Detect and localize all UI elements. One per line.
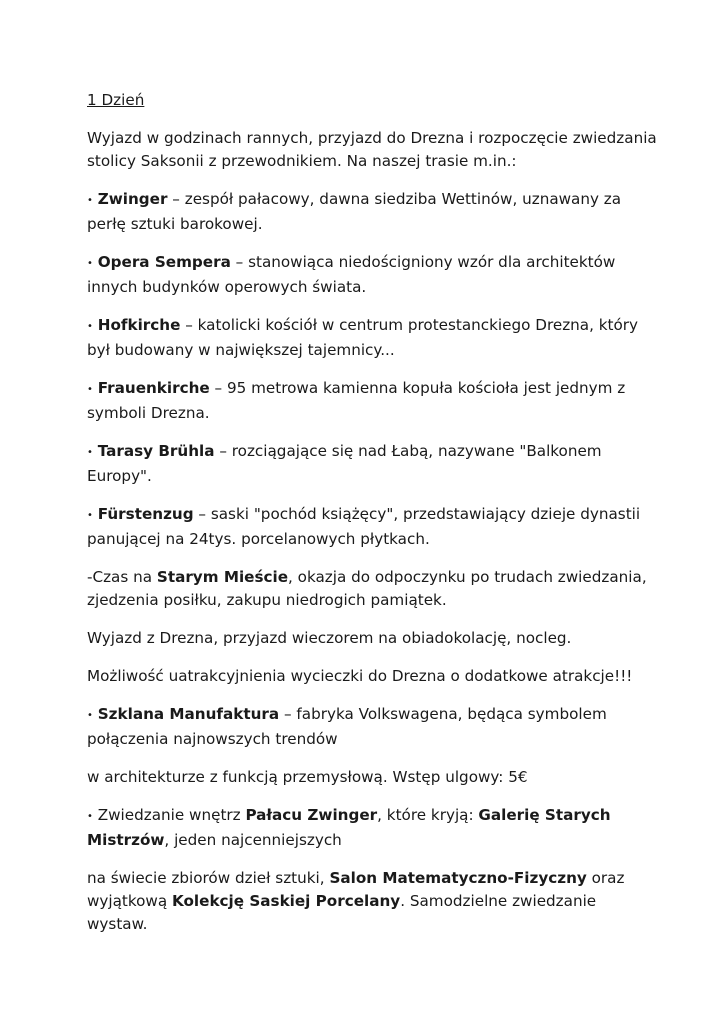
glass-factory-desc: – fabryka Volkswagena, będąca symbolem [279, 705, 607, 723]
attraction-desc: – stanowiąca niedościgniony wzór dla architektów [230, 253, 616, 271]
attraction-item [87, 440, 657, 488]
bullet-icon: • [87, 510, 93, 521]
attraction-desc-cont: symboli Drezna. [87, 404, 210, 422]
old-town-name: Starym Mieście [156, 568, 288, 586]
attraction-name: Zwinger [97, 190, 168, 208]
attraction-desc-cont: panującej na 24tys. porcelanowych płytkach. [87, 530, 430, 548]
bullet-icon: • [87, 195, 93, 206]
zwinger-palace-continuation [87, 867, 657, 936]
line-4-start: wyjątkową [87, 892, 172, 910]
line-3-start: na świecie zbiorów dzieł sztuki, [87, 869, 330, 887]
old-town-line-2: zjedzenia posiłku, zakupu niedrogich pamiątek. [87, 591, 447, 609]
palace-name: Pałacu Zwinger [245, 806, 378, 824]
intro-paragraph [87, 127, 657, 173]
glass-factory-item [87, 703, 657, 751]
intro-line-1: Wyjazd w godzinach rannych, przyjazd do Drezna i rozpoczęcie zwiedzania [87, 129, 657, 147]
day-heading: 1 Dzień [87, 91, 145, 109]
bullet-icon: • [87, 447, 93, 458]
palace-mid: , które kryją: [377, 806, 479, 824]
glass-factory-desc-cont: połączenia najnowszych trendów [87, 730, 338, 748]
attraction-name: Opera Sempera [97, 253, 231, 271]
glass-factory-continuation: w architekturze z funkcją przemysłową. Wstęp ulgowy: 5€ [87, 768, 528, 786]
attraction-desc: – saski "pochód książęcy", przedstawiający dzieje dynastii [193, 505, 641, 523]
attraction-name: Frauenkirche [97, 379, 210, 397]
attraction-name: Fürstenzug [97, 505, 194, 523]
glass-factory-name: Szklana Manufaktura [97, 705, 280, 723]
salon-name: Salon Matematyczno-Fizyczny [329, 869, 587, 887]
attraction-desc-cont: był budowany w największej tajemnicy... [87, 341, 395, 359]
departure-paragraph: Wyjazd z Drezna, przyjazd wieczorem na obiadokolację, nocleg. [87, 629, 572, 647]
bullet-icon: • [87, 811, 93, 822]
attraction-desc-cont: perłę sztuki barokowej. [87, 215, 263, 233]
attraction-item [87, 503, 657, 551]
attraction-item [87, 314, 657, 362]
gallery-name-b: Mistrzów [87, 831, 165, 849]
bullet-icon: • [87, 258, 93, 269]
document-body [87, 89, 657, 951]
attraction-desc-cont: innych budynków operowych świata. [87, 278, 367, 296]
zwinger-palace-item [87, 804, 657, 852]
attraction-item [87, 377, 657, 425]
gallery-name-a: Galerię Starych [478, 806, 611, 824]
palace-prefix: Zwiedzanie wnętrz [92, 806, 246, 824]
attraction-desc-cont: Europy". [87, 467, 152, 485]
line-3-end: oraz [586, 869, 625, 887]
attraction-desc: – 95 metrowa kamienna kopuła kościoła jest jednym z [209, 379, 626, 397]
bullet-icon: • [87, 710, 93, 721]
old-town-rest: , okazja do odpoczynku po trudach zwiedzania, [288, 568, 647, 586]
line-4-end: . Samodzielne zwiedzanie [400, 892, 597, 910]
attraction-item [87, 188, 657, 236]
intro-line-2: stolicy Saksonii z przewodnikiem. Na naszej trasie m.in.: [87, 152, 517, 170]
line-5: wystaw. [87, 915, 148, 933]
extras-intro-paragraph: Możliwość uatrakcyjnienia wycieczki do Drezna o dodatkowe atrakcje!!! [87, 667, 633, 685]
attraction-desc: – katolicki kościół w centrum protestanckiego Drezna, który [180, 316, 639, 334]
attraction-name: Hofkirche [97, 316, 181, 334]
attraction-desc: – rozciągające się nad Łabą, nazywane "Balkonem [214, 442, 602, 460]
palace-line-2-rest: , jeden najcenniejszych [164, 831, 342, 849]
bullet-icon: • [87, 321, 93, 332]
old-town-paragraph [87, 566, 657, 612]
attraction-desc: – zespół pałacowy, dawna siedziba Wettinów, uznawany za [167, 190, 622, 208]
bullet-icon: • [87, 384, 93, 395]
porcelain-collection-name: Kolekcję Saskiej Porcelany [172, 892, 401, 910]
old-town-prefix: -Czas na [87, 568, 157, 586]
attraction-name: Tarasy Brühla [97, 442, 215, 460]
attraction-item [87, 251, 657, 299]
